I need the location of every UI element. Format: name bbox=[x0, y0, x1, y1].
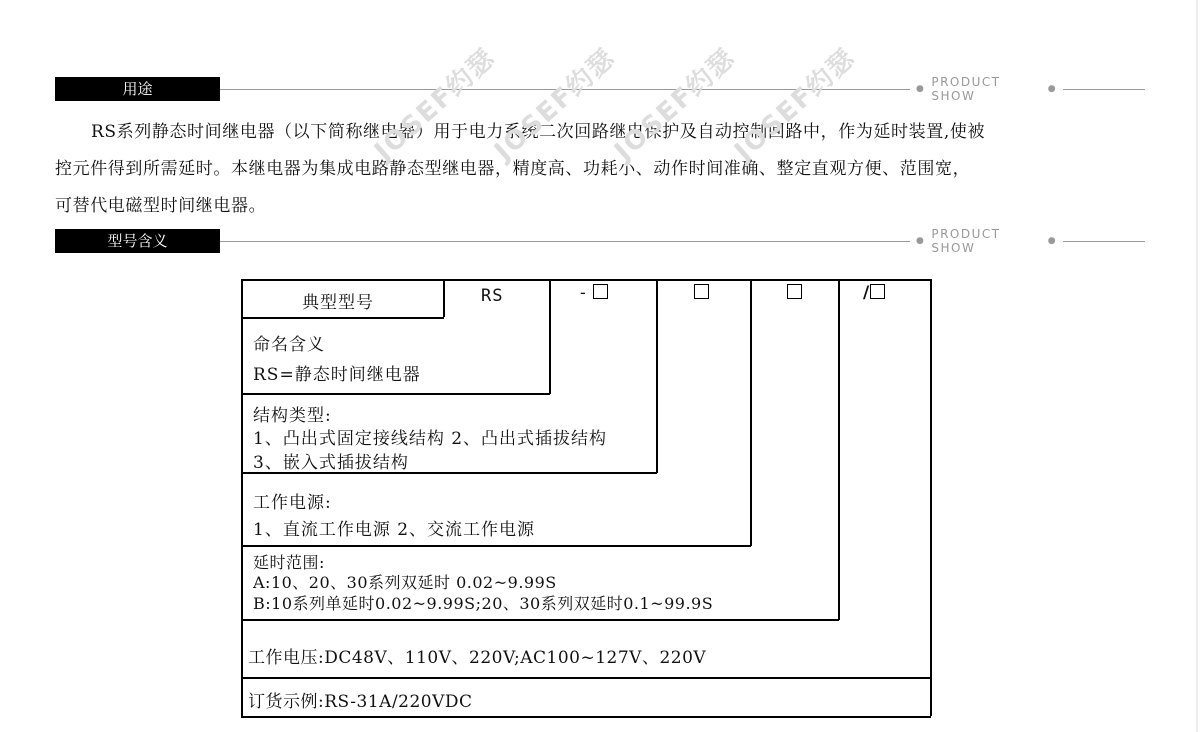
watermark-logo: JOSEF约瑟 bbox=[729, 42, 863, 167]
order-example: 订货示例:RS-31A/220VDC bbox=[248, 692, 473, 712]
model-slot-power bbox=[694, 283, 709, 303]
watermark-logo: JOSEF约瑟 bbox=[609, 42, 743, 167]
usage-line-3: 可替代电磁型时间继电器。 bbox=[55, 196, 267, 216]
model-slot-delay bbox=[787, 283, 802, 303]
delay-title: 延时范围: bbox=[253, 553, 325, 572]
structure-line-1: 1、凸出式固定接线结构 2、凸出式插拔结构 bbox=[253, 429, 608, 449]
usage-line-2: 控元件得到所需延时。本继电器为集成电路静态型继电器，精度高、功耗小、动作时间准确、整定直观方便、范围宽， bbox=[55, 159, 971, 179]
dot-icon: ● bbox=[1047, 84, 1058, 94]
delay-bottom bbox=[241, 619, 839, 621]
table-border-top bbox=[241, 279, 931, 281]
watermark-logo: JOSEF约瑟 bbox=[369, 42, 503, 167]
power-line-1: 1、直流工作电源 2、交流工作电源 bbox=[253, 520, 536, 540]
section-tag-text: PRODUCT SHOW bbox=[931, 227, 1001, 255]
naming-title: 命名含义 bbox=[253, 335, 325, 355]
power-right bbox=[750, 279, 752, 546]
model-slot-voltage bbox=[863, 283, 885, 303]
dot-icon: ● bbox=[916, 236, 926, 246]
model-prefix: RS bbox=[481, 286, 504, 306]
section-title: 用途 bbox=[55, 77, 220, 101]
placeholder-box-icon bbox=[694, 284, 709, 299]
structure-line-2: 3、嵌入式插拔结构 bbox=[253, 453, 409, 473]
section-title: 型号含义 bbox=[55, 229, 220, 253]
structure-title: 结构类型: bbox=[253, 406, 332, 426]
naming-right bbox=[549, 279, 551, 394]
voltage-row: 工作电压:DC48V、110V、220V;AC100~127V、220V bbox=[248, 648, 707, 668]
section-tag-text: PRODUCT SHOW bbox=[931, 75, 1001, 103]
table-border-right bbox=[930, 279, 932, 716]
delay-line-b: B:10系列单延时0.02~9.99S;20、30系列双延时0.1~99.9S bbox=[253, 594, 714, 613]
slot-separator: - bbox=[580, 283, 587, 303]
delay-line-a: A:10、20、30系列双延时 0.02~9.99S bbox=[253, 573, 557, 592]
voltage-bottom bbox=[241, 677, 931, 679]
slot-separator: / bbox=[863, 283, 871, 303]
watermark-logo: JOSEF约瑟 bbox=[489, 42, 623, 167]
dot-icon: ● bbox=[916, 84, 926, 94]
table-border-bottom bbox=[241, 716, 931, 718]
placeholder-box-icon bbox=[787, 284, 802, 299]
placeholder-box-icon bbox=[870, 284, 885, 299]
power-title: 工作电源: bbox=[253, 493, 332, 513]
structure-right bbox=[656, 279, 658, 473]
dot-icon: ● bbox=[1047, 236, 1058, 246]
placeholder-box-icon bbox=[593, 284, 608, 299]
table-border-left bbox=[241, 279, 243, 716]
typical-model-label: 典型型号 bbox=[302, 293, 374, 313]
usage-line-1: RS系列静态时间继电器（以下简称继电器）用于电力系统二次回路继电保护及自动控制回路中，作为延时装置,使被 bbox=[91, 122, 986, 142]
delay-right bbox=[838, 279, 840, 620]
naming-desc: RS=静态时间继电器 bbox=[253, 365, 421, 385]
model-slot-structure bbox=[580, 283, 608, 303]
power-bottom bbox=[241, 545, 751, 547]
naming-bottom bbox=[241, 393, 550, 395]
typical-bottom bbox=[241, 317, 444, 319]
typical-divider bbox=[443, 279, 445, 317]
